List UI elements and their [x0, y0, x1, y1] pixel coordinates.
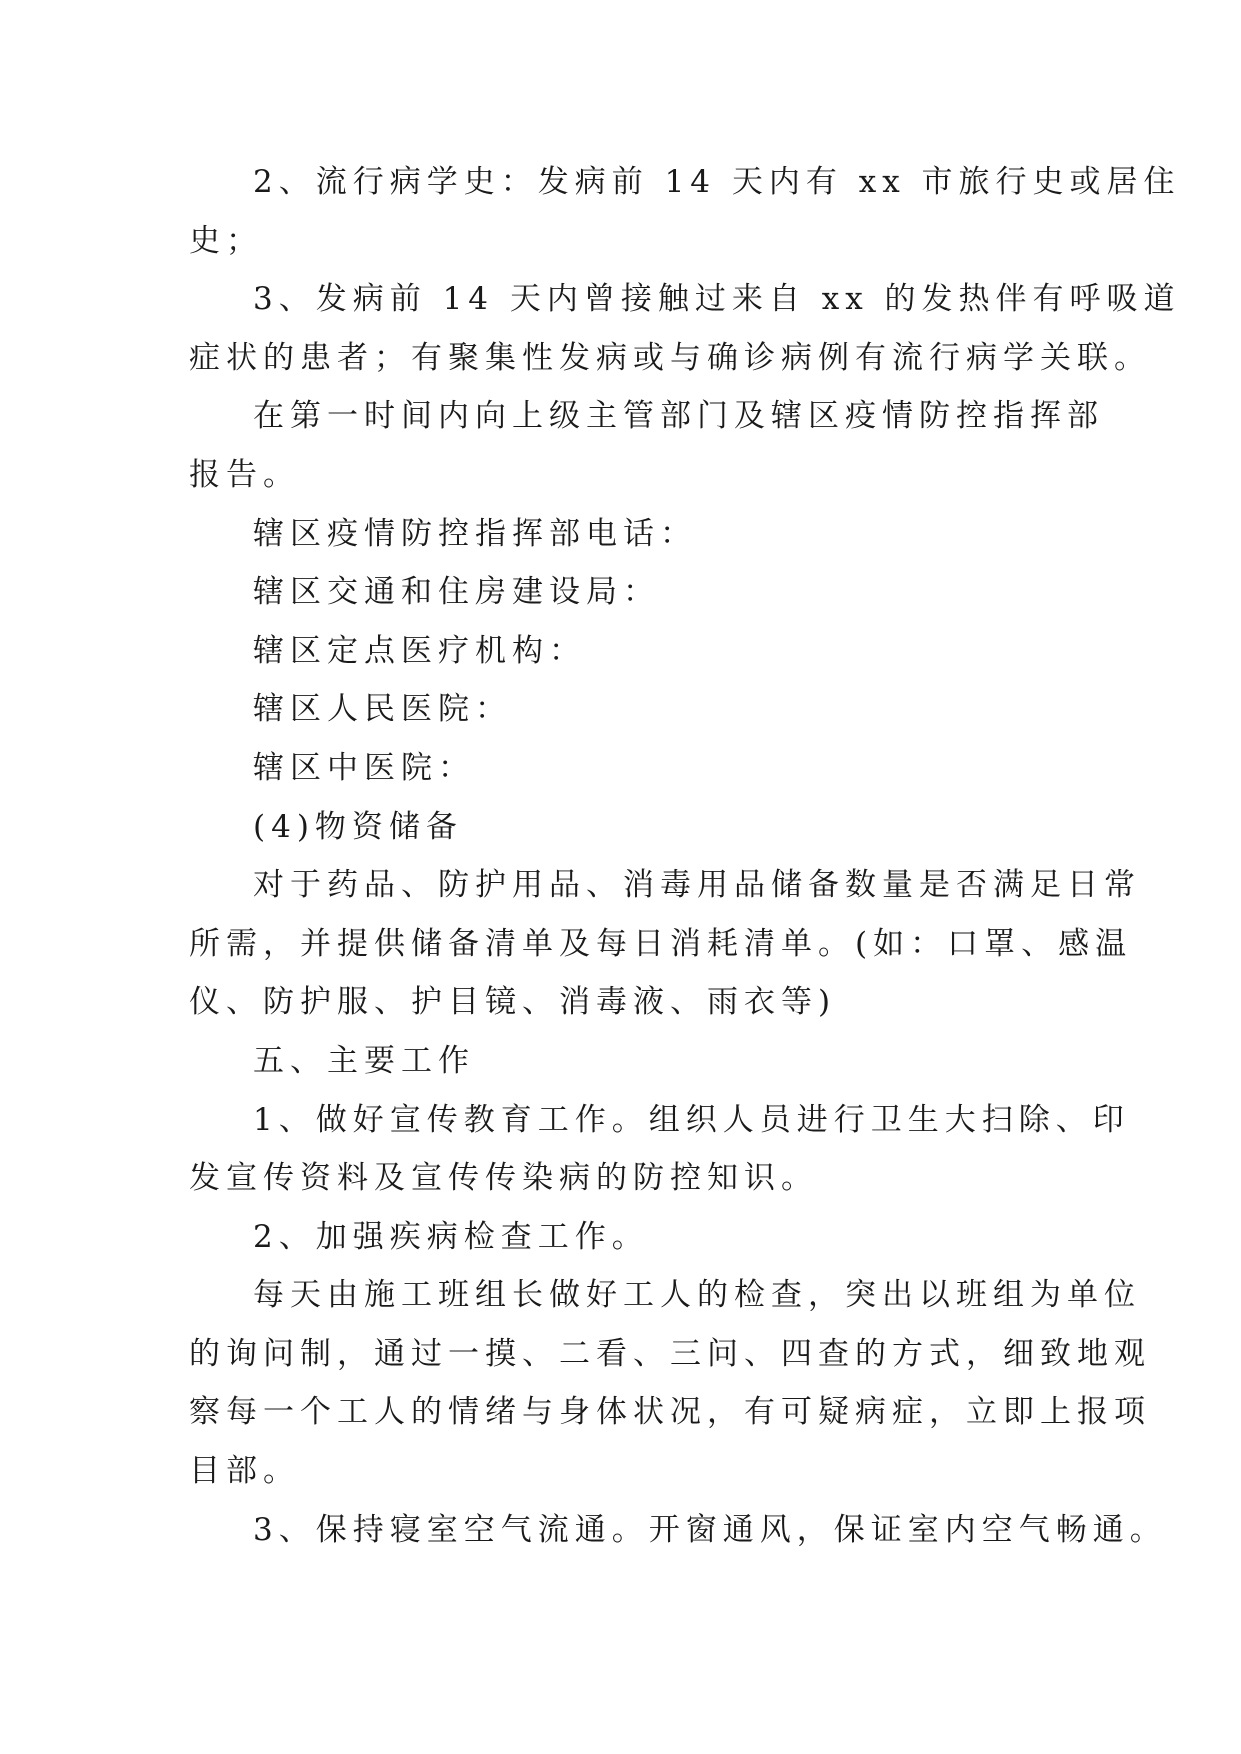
paragraph-supplies: [189, 856, 1141, 1032]
section-heading-main-work: [189, 1032, 1049, 1091]
text-line: 3、保持寝室空气流通。开窗通风，保证室内空气畅通。: [253, 1511, 1167, 1548]
paragraph-hotline-peoples-hospital: [189, 680, 1049, 739]
text-line: 的询问制，通过一摸、二看、三问、四查的方式，细致地观: [189, 1335, 1151, 1372]
paragraph-hotline-tcm-hospital: [189, 739, 1049, 798]
text-line: 发宣传资料及宣传传染病的防控知识。: [189, 1160, 818, 1197]
text-line: (4)物资储备: [253, 808, 463, 845]
text-line: 察每一个工人的情绪与身体状况，有可疑病症，立即上报项: [189, 1394, 1151, 1431]
paragraph-hotline-transport: [189, 563, 1049, 622]
text-line: 目部。: [189, 1453, 300, 1490]
document-body: [189, 153, 1181, 1559]
text-line: 每天由施工班组长做好工人的检查，突出以班组为单位: [253, 1277, 1141, 1314]
text-line: 仪、防护服、护目镜、消毒液、雨衣等): [189, 984, 837, 1021]
paragraph-hotline-command: [189, 505, 1049, 564]
text-line: 辖区中医院：: [253, 749, 475, 786]
section-heading-supplies: [189, 798, 1049, 857]
text-line: 辖区疫情防控指挥部电话：: [253, 515, 697, 552]
paragraph-epidemiology-history: [189, 153, 1181, 270]
text-line: 报告。: [189, 456, 300, 493]
text-line: 在第一时间内向上级主管部门及辖区疫情防控指挥部: [253, 398, 1104, 435]
text-line: 3、发病前 14 天内曾接触过来自 xx 的发热伴有呼吸道: [253, 281, 1181, 318]
paragraph-publicity: [189, 1091, 1130, 1208]
text-line: 所需，并提供储备清单及每日消耗清单。(如：口罩、感温: [189, 925, 1133, 962]
text-line: 五、主要工作: [253, 1042, 475, 1079]
paragraph-ventilation: [189, 1501, 1167, 1560]
text-line: 辖区定点医疗机构：: [253, 632, 586, 669]
text-line: 2、流行病学史：发病前 14 天内有 xx 市旅行史或居住: [253, 164, 1181, 200]
text-line: 辖区人民医院：: [253, 691, 512, 728]
paragraph-inspection-heading: [189, 1208, 1049, 1267]
paragraph-contact-history: [189, 270, 1181, 387]
text-line: 2、加强疾病检查工作。: [253, 1218, 649, 1255]
paragraph-inspection: [189, 1266, 1151, 1500]
text-line: 症状的患者；有聚集性发病或与确诊病例有流行病学关联。: [189, 339, 1151, 376]
text-line: 史；: [189, 222, 263, 259]
text-line: 1、做好宣传教育工作。组织人员进行卫生大扫除、印: [253, 1101, 1130, 1138]
paragraph-hotline-designated: [189, 622, 1049, 681]
paragraph-report: [189, 387, 1104, 504]
text-line: 对于药品、防护用品、消毒用品储备数量是否满足日常: [253, 867, 1141, 904]
text-line: 辖区交通和住房建设局：: [253, 574, 660, 611]
